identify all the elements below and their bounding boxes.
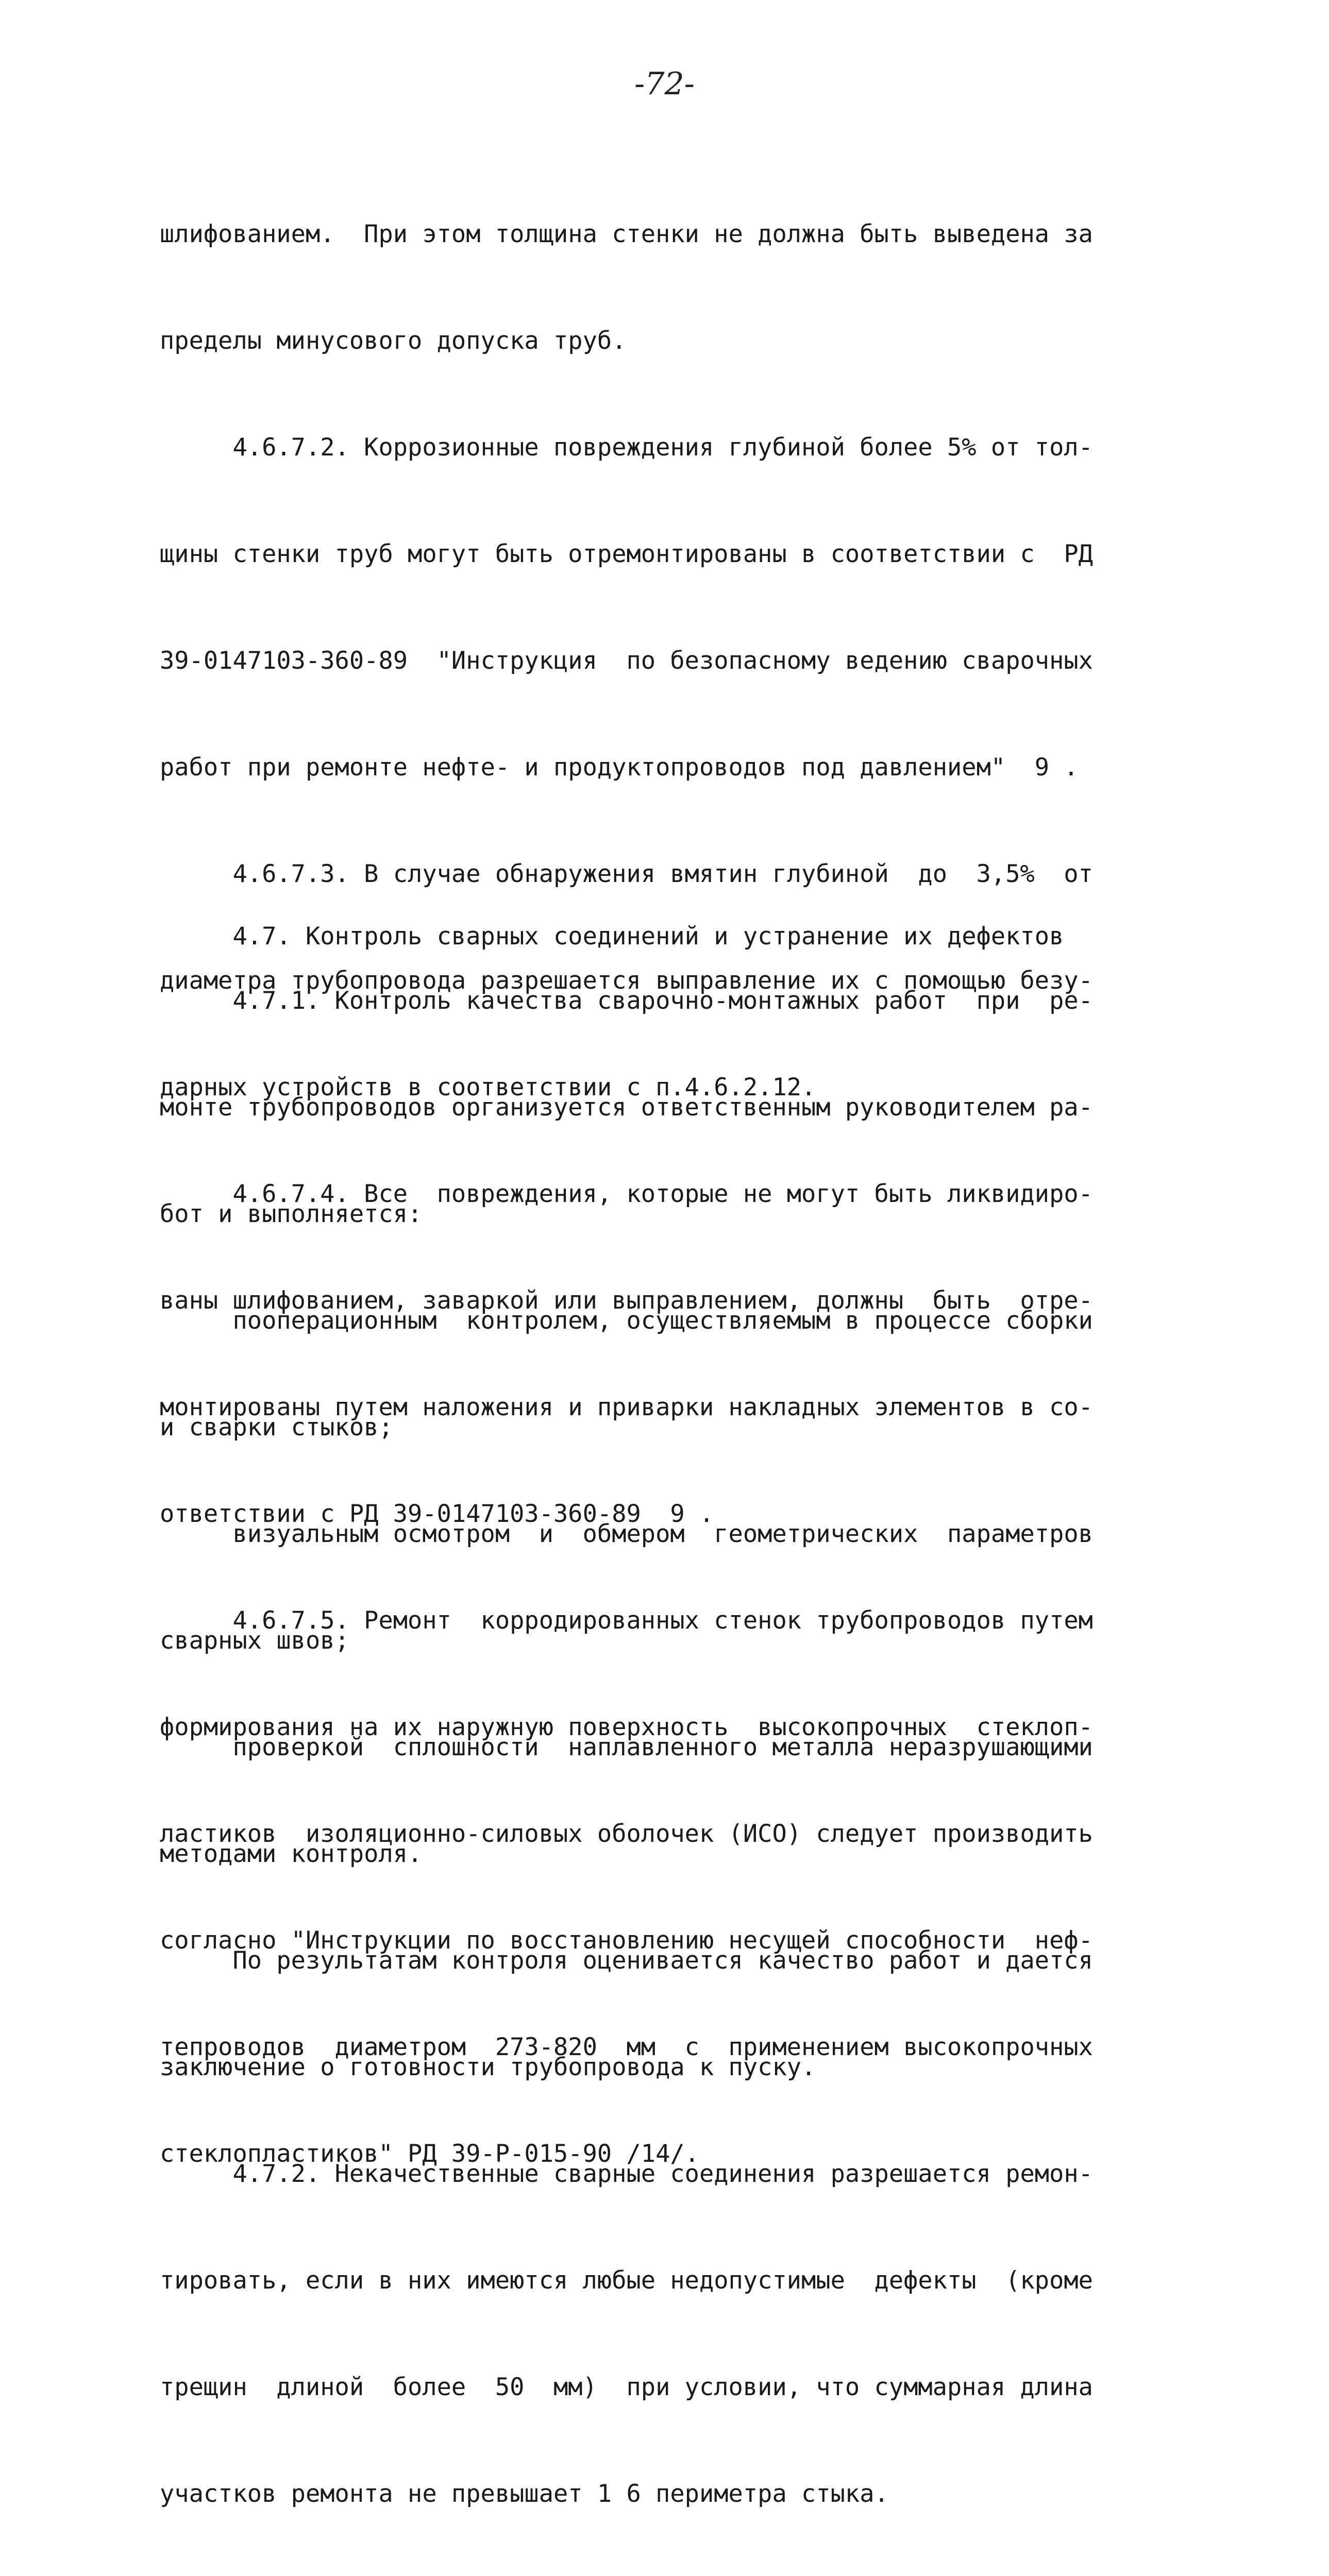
text-line: и сварки стыков;	[160, 1413, 393, 1442]
text-line: согласно "Инструкции по восстановлению несущей способности неф-	[160, 1926, 1093, 1955]
text-line: дарных устройств в соответствии с п.4.6.2.12.	[160, 1073, 816, 1101]
text-line: щины стенки труб могут быть отремонтированы в соответствии с РД	[160, 540, 1093, 568]
text-line: 4.6.7.5. Ремонт корродированных стенок трубопроводов путем	[160, 1606, 1093, 1635]
text-line: трещин длиной более 50 мм) при условии, что суммарная длина	[160, 2373, 1093, 2401]
body-text-block-2	[160, 912, 1154, 2576]
text-line: пределы минусового допуска труб.	[160, 327, 627, 355]
text-line: 4.6.7.2. Коррозионные повреждения глубиной более 5% от тол-	[160, 433, 1093, 462]
text-line: стеклопластиков" РД 39-Р-015-90 /14/.	[160, 2140, 699, 2168]
text-line: проверкой сплошности наплавленного металла неразрушающими	[160, 1733, 1093, 1761]
text-line: формирования на их наружную поверхность высокопрочных стеклоп-	[160, 1713, 1093, 1741]
text-line: диаметра трубопровода разрешается выправление их с помощью безу-	[160, 967, 1093, 995]
text-line: ответствии с РД 39-0147103-360-89 9 .	[160, 1500, 714, 1528]
text-line: монте трубопроводов организуется ответственным руководителем ра-	[160, 1093, 1093, 1122]
text-line: ваны шлифованием, заваркой или выправлением, должны быть отре-	[160, 1286, 1093, 1315]
text-line: визуальным осмотром и обмером геометрических параметров	[160, 1520, 1093, 1548]
text-line: работ при ремонте нефте- и продуктопроводов под давлением" 9 .	[160, 753, 1079, 782]
text-line: 4.7.2. Некачественные сварные соединения разрешается ремон-	[160, 2160, 1093, 2188]
text-line: По результатам контроля оценивается качество работ и дается	[160, 1946, 1093, 1975]
text-line: монтированы путем наложения и приварки накладных элементов в со-	[160, 1393, 1093, 1421]
text-line: 4.6.7.3. В случае обнаружения вмятин глубиной до 3,5% от	[160, 860, 1093, 888]
section-heading-text: 4.7. Контроль сварных соединений и устранение их дефектов	[160, 922, 1064, 951]
text-line: 39-0147103-360-89 "Инструкция по безопасному ведению сварочных	[160, 647, 1093, 675]
text-line: бот и выполняется:	[160, 1200, 423, 1228]
page-number: -72-	[634, 66, 695, 102]
text-line: шлифованием. При этом толщина стенки не должна быть выведена за	[160, 220, 1093, 248]
text-line: методами контроля.	[160, 1840, 423, 1868]
text-line: пооперационным контролем, осуществляемым в процессе сборки	[160, 1307, 1093, 1335]
text-line: тировать, если в них имеются любые недопустимые дефекты (кроме	[160, 2266, 1093, 2295]
text-line: тепроводов диаметром 273-820 мм с применением высокопрочных	[160, 2033, 1093, 2061]
text-line: участков ремонта не превышает 1 6 периметра стыка.	[160, 2480, 889, 2508]
text-line: 4.6.7.4. Все повреждения, которые не могут быть ликвидиро-	[160, 1180, 1093, 1208]
text-line: сварных швов;	[160, 1626, 349, 1655]
text-line: ластиков изоляционно-силовых оболочек (ИСО) следует производить	[160, 1820, 1093, 1848]
text-line: заключение о готовности трубопровода к пуску.	[160, 2053, 816, 2081]
text-line: 4.7.1. Контроль качества сварочно-монтажных работ при ре-	[160, 987, 1093, 1015]
